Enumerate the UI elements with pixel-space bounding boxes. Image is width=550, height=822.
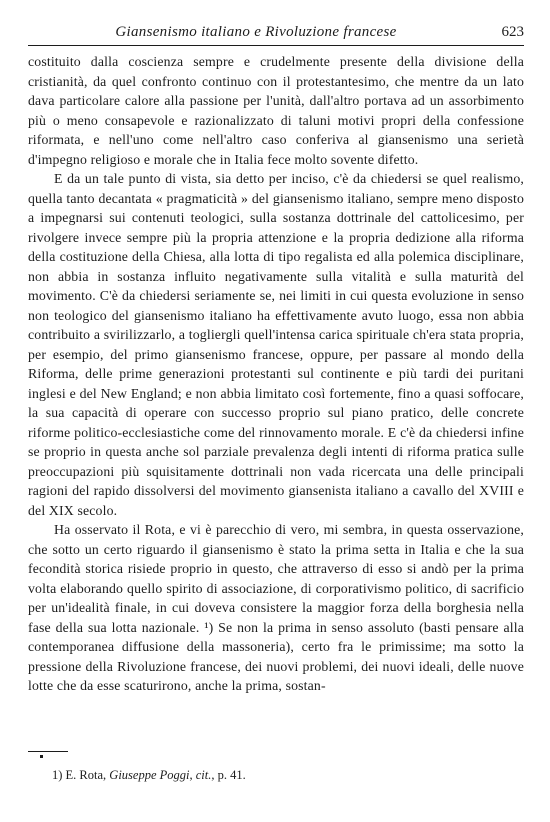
footnote-marker: 1)	[52, 768, 63, 782]
paragraph-3: Ha osservato il Rota, e vi è parecchio di vero, mi sembra, in questa osservazione, che sotto un certo riguardo il giansenismo è stato la prima setta in Italia e che la sua fecondità storica risiede proprio in questo, che attraverso di esso si andò per la prima volta elaborando quello spirito di associazione, di corporativismo politico, di sacrificio per un'idealità finale, in cui doveva consistere la maggior forza della borghesia nella fase della sua lotta nazionale. ¹) Se non la prima in senso assoluto (basti pensare alla contemporanea diffusione della massoneria), certo fra le primissime; ma sotto la pressione della Rivoluzione francese, dei nuovi problemi, dei nuovi ideali, delle nuove lotte che da esse scaturirono, anche la prima, sostan-	[28, 522, 524, 693]
footnote-work: Giuseppe Poggi, cit.,	[109, 768, 215, 782]
footnote-author: E. Rota,	[65, 768, 107, 782]
body-text	[28, 52, 524, 696]
page-number: 623	[501, 24, 524, 40]
header-rule	[28, 45, 524, 46]
paragraph-1: costituito dalla coscienza sempre e crudelmente presente della divisione della cristianità, da quel confronto continuo con il protestantesimo, che mentre da un lato dava particolare calore alla passione per l'unità, dall'altro portava ad un assorbimento più o meno consapevole e razionalizzato di taluni motivi propri della confessione riformata, e nell'uno come nell'altro caso conferiva al giansenismo una serietà d'impegno religioso e morale che in Italia fece molto sovente difetto.	[28, 54, 524, 167]
footnote	[52, 768, 246, 783]
paragraph-2: E da un tale punto di vista, sia detto per inciso, c'è da chiedersi se quel realismo, quella tanto decantata « pragmaticità » del giansenismo italiano, sempre meno disposto a impegnarsi sui contenuti teologici, sulla sostanza dottrinale del cattolicesimo, per rivolgere invece sempre più la propria attenzione e la propria dedizione alla riforma della costituzione della Chiesa, alla lotta di tipo regalista ed alla polemica disciplinare, non abbia in sostanza influito negativamente sulla vitalità e sulla maturità del movimento. C'è da chiedersi seriamente se, nei limiti in cui questa evoluzione in senso non teologico del giansenismo italiano ha effettivamente avuto luogo, essa non abbia contribuito a svirilizzarlo, a togliergli quell'intensa carica spirituale ch'era stata propria, per esempio, del primo giansenismo francese, oppure, per passare al mondo della Riforma, delle prime generazioni protestanti sul continente e più tardi dei puritani inglesi e del New England; e non abbia limitato così fortemente, fino a quasi soffocare, la sua capacità di operare con successo proprio sul piano pratico, delle concrete riforme politico-ecclesiastiche come del rinnovamento morale. E c'è da chiedersi infine se proprio in questa anche sol parziale prevalenza degli intenti di riforma pratica sulle preoccupazioni più squisitamente dottrinali non vada ricercata una delle principali ragioni del rapido dissolversi del movimento giansenista italiano a cavallo del XVIII e del XIX secolo.	[28, 171, 524, 518]
footnote-page: p. 41.	[217, 768, 246, 782]
footnote-rule-mark	[40, 755, 43, 758]
page-header	[28, 22, 524, 44]
running-title: Giansenismo italiano e Rivoluzione francese	[115, 24, 397, 40]
footnote-rule	[28, 751, 68, 752]
